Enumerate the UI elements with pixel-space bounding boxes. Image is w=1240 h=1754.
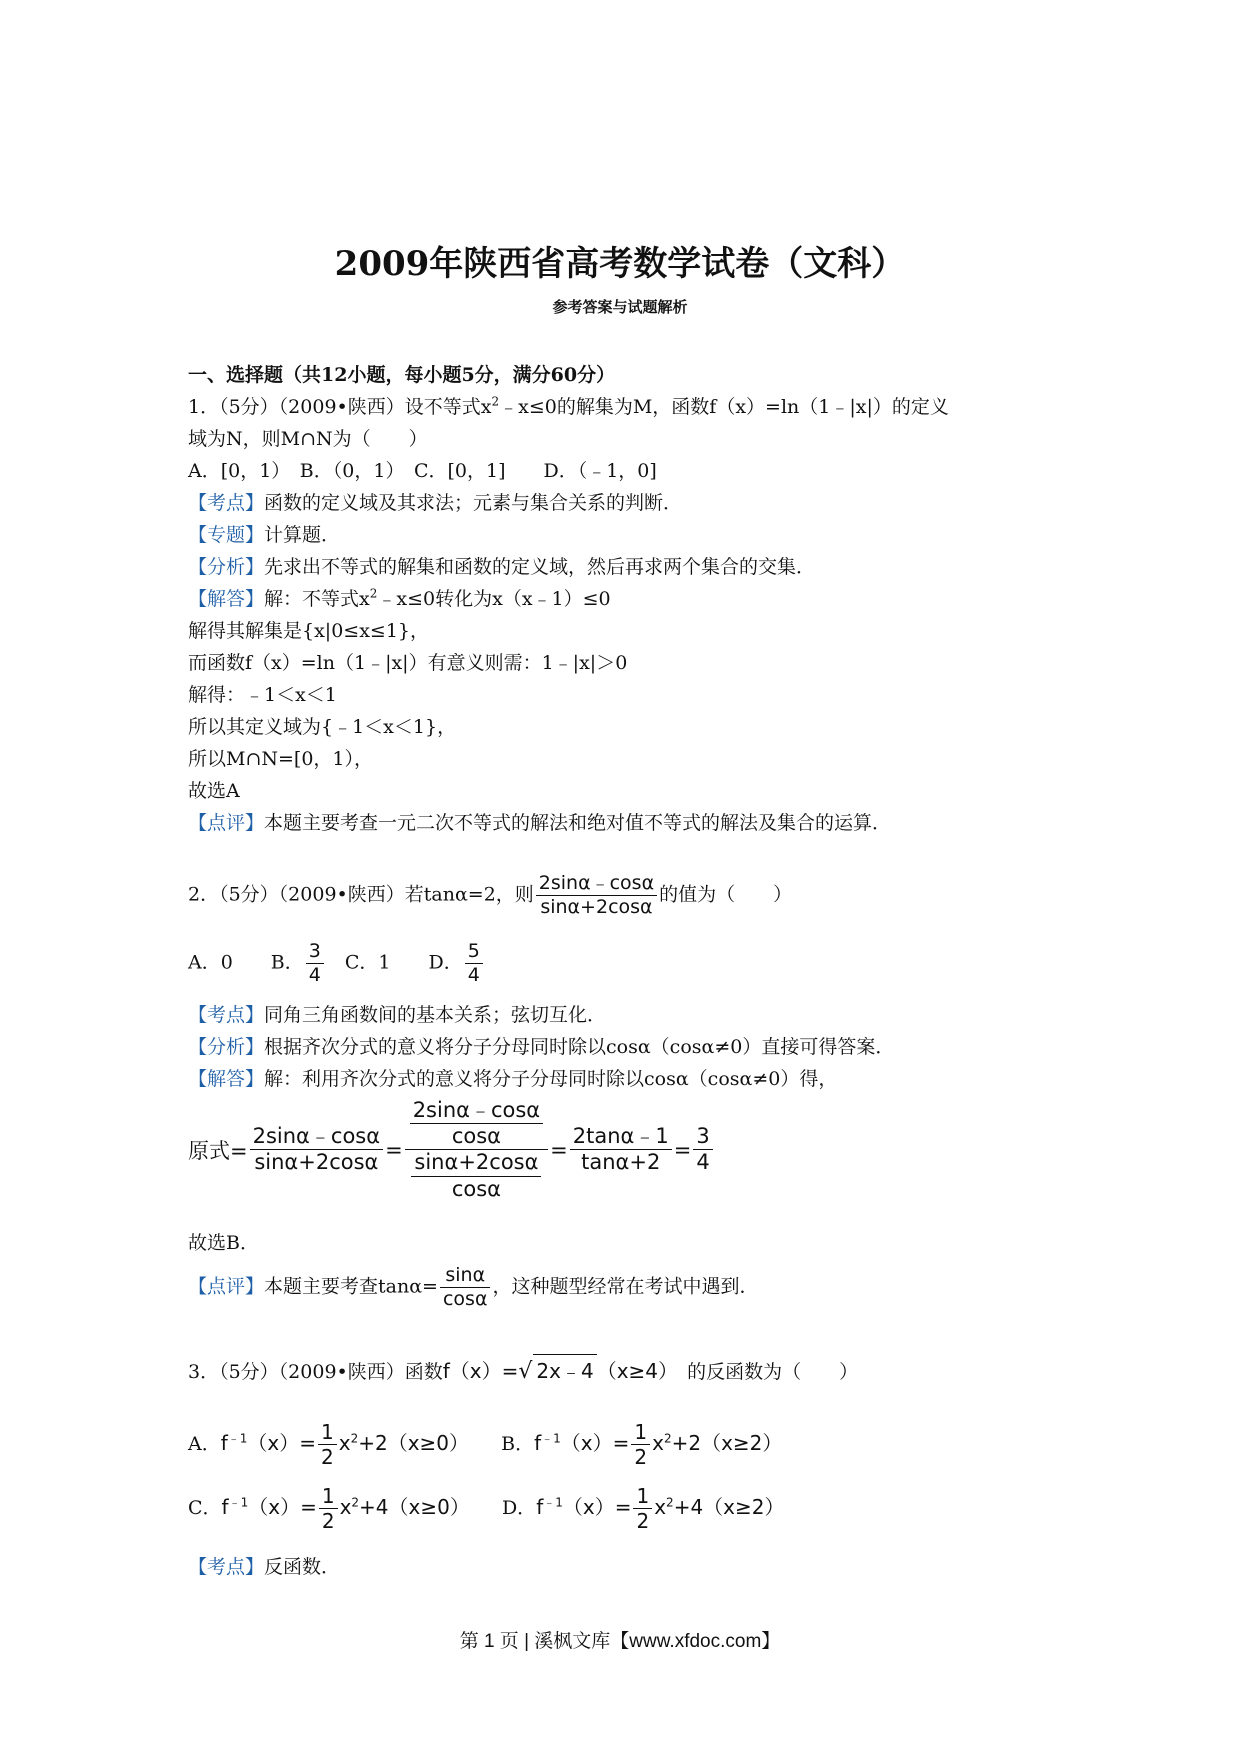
q3-options-row2 [188,1484,785,1533]
q1-solution-line1: 解得其解集是{x|0≤x≤1}， [188,620,430,642]
dianping-tag: 【点评】 [188,1275,265,1298]
q1-solution-line6: 故选A [188,780,240,802]
q2-derivation: 原式= $\frac{2\sin\alpha﹣\cos\alpha}{\sin\alpha+2\cos\alpha}$ = $\frac{\frac{2\sin\alpha﹣\cos\alpha}{\cos\alpha}}{\frac{\sin\alpha+2\cos\alpha}{\cos\alpha}}$ = $\frac{2\tan\alpha﹣1}{\tan\alpha+2}$ = $\frac{3}{4}$ [188,1098,715,1202]
q3-option-b: B．$f^{﹣1}(x)=$ $\frac{1}{2}$ $x^2+2(x\ge 2)$ [501,1420,783,1469]
kaodian-tag: 【考点】 [188,492,265,514]
fenxi-tag: 【分析】 [188,556,265,578]
q3-option-a: A．$f^{﹣1}(x)=$ $\frac{1}{2}$ $x^2+2(x\ge 0)$ [188,1420,470,1469]
q2-option-b-fraction: $\frac{3}{4}$ [306,940,324,987]
q1-solution-line4: 所以其定义域为{﹣1＜x＜1}， [188,716,457,738]
q2-derivation-step3: $\frac{2\tan\alpha﹣1}{\tan\alpha+2}$ [570,1124,672,1175]
q2-dianping-fraction: $\frac{\sin\alpha}{\cos\alpha}$ [440,1264,491,1311]
page-footer: 第 1 页 | 溪枫文库【www.xfdoc.com】 [459,1631,781,1652]
q2-options: A．0 B． $\frac{3}{4}$ C．1 D． $\frac{5}{4}$ [188,940,485,987]
q1-kaodian: 【考点】函数的定义域及其求法；元素与集合关系的判断． [188,492,683,514]
zhuanti-tag: 【专题】 [188,524,265,546]
q1-stem-line2: 域为N，则M∩N为（ ） [188,428,428,450]
q2-derivation-step1: $\frac{2\sin\alpha﹣\cos\alpha}{\sin\alpha+2\cos\alpha}$ [250,1124,383,1175]
q3-stem: 3．（5分）（2009•陕西）函数f（x）=√ 2x﹣4 （x≥4） 的反函数为（ ） [188,1354,858,1384]
q2-stem: 2．（5分）（2009•陕西）若tanα=2，则 $\frac{2\sin\alpha﹣\cos\alpha}{\sin\alpha+2\cos\alpha}$ 的值为（ ） [188,872,793,918]
q2-fraction: $\frac{2\sin\alpha﹣\cos\alpha}{\sin\alpha+2\cos\alpha}$ [536,872,657,919]
q1-dianping: 【点评】本题主要考查一元二次不等式的解法和绝对值不等式的解法及集合的运算． [188,812,892,834]
q3-kaodian: 【考点】反函数． [188,1556,341,1578]
jieda-tag: 【解答】 [188,588,265,610]
sqrt-symbol: √ [518,1359,533,1384]
q2-conclusion: 故选B． [188,1232,259,1254]
q1-solution-line2: 而函数f（x）=ln（1﹣|x|）有意义则需：1﹣|x|＞0 [188,652,628,674]
q1-fenxi: 【分析】先求出不等式的解集和函数的定义域，然后再求两个集合的交集． [188,556,816,578]
q2-option-d-fraction: $\frac{5}{4}$ [465,940,483,987]
q1-options: A．[0，1） B．（0，1） C．[0，1] D．（﹣1，0] [188,460,657,482]
dianping-tag: 【点评】 [188,812,265,834]
q3-option-d: D．$f^{﹣1}(x)=$ $\frac{1}{2}$ $x^2+4(x\ge 2)$ [501,1484,785,1533]
q2-jieda: 【解答】解：利用齐次分式的意义将分子分母同时除以cosα（cosα≠0）得， [188,1068,838,1090]
kaodian-tag: 【考点】 [188,1004,265,1026]
q2-kaodian: 【考点】同角三角函数间的基本关系；弦切互化． [188,1004,607,1026]
jieda-tag: 【解答】 [188,1068,265,1090]
q2-derivation-step2: $\frac{\frac{2\sin\alpha﹣\cos\alpha}{\cos\alpha}}{\frac{\sin\alpha+2\cos\alpha}{\cos\alpha}}$ [405,1098,548,1202]
q3-function: f（x）=√ 2x﹣4 （x≥4） [443,1359,668,1383]
page-title: 2009年陕西省高考数学试卷（文科） [334,244,906,284]
q1-jieda: 【解答】解：不等式$x^2﹣x\le 0$转化为x（x﹣1）≤0 [188,586,611,610]
q2-derivation-step4: $\frac{3}{4}$ [693,1124,712,1175]
page-subtitle: 参考答案与试题解析 [552,298,688,316]
q2-dianping: 【点评】本题主要考查tanα= $\frac{\sin\alpha}{\cos\alpha}$ ，这种题型经常在考试中遇到． [188,1264,759,1310]
q1-solution-line5: 所以M∩N=[0，1）， [188,748,374,770]
q1-solution-line3: 解得：﹣1＜x＜1 [188,684,337,706]
section-heading: 一、选择题（共12小题，每小题5分，满分60分） [188,364,616,386]
q3-options-row1 [188,1420,782,1469]
q2-fenxi: 【分析】根据齐次分式的意义将分子分母同时除以cosα（cosα≠0）直接可得答案． [188,1036,895,1058]
fenxi-tag: 【分析】 [188,1036,265,1058]
q3-option-c: C．$f^{﹣1}(x)=$ $\frac{1}{2}$ $x^2+4(x\ge 0)$ [188,1484,470,1533]
kaodian-tag: 【考点】 [188,1556,265,1578]
q1-zhuanti: 【专题】计算题． [188,524,341,546]
q1-stem-line1: 1．（5分）（2009•陕西）设不等式$x^2﹣x\le 0$的解集为M，函数f（x）=ln（1﹣|x|）的定义 [188,394,949,418]
